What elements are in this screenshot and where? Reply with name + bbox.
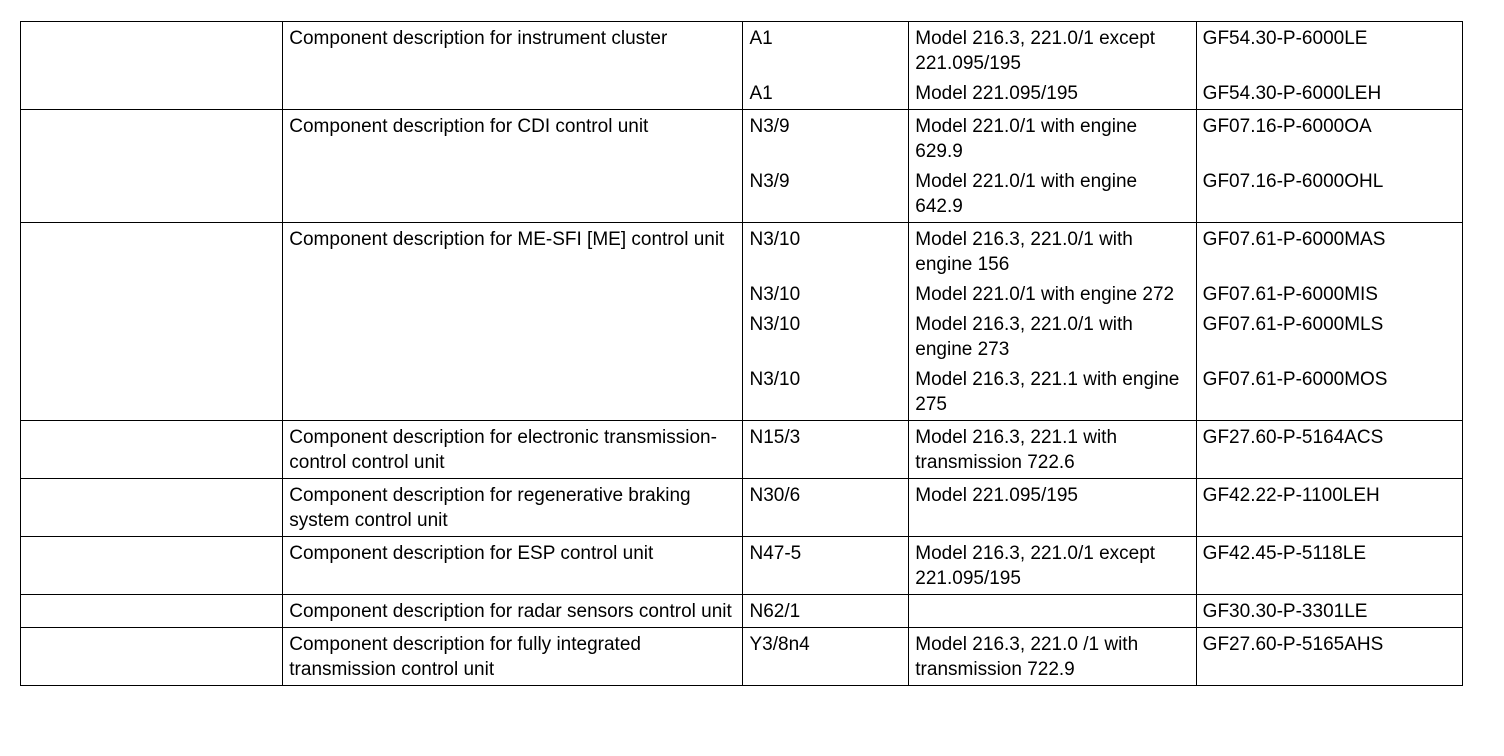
document-number: GF54.30-P-6000LEH [1202,83,1382,104]
table-row [21,22,1463,80]
blank-cell [21,537,283,595]
model-applicability: Model 216.3, 221.0/1 except 221.095/195 [915,28,1156,74]
component-description: Component description for CDI control unit [289,116,649,137]
document-number: GF27.60-P-5165AHS [1202,634,1384,655]
document-number: GF42.45-P-5118LE [1202,543,1367,564]
component-code: N3/10 [749,284,801,305]
model-applicability: Model 216.3, 221.1 with engine 275 [915,369,1180,415]
component-code-cell [743,223,909,281]
document-number: GF07.16-P-6000OA [1202,116,1372,137]
document-number: GF54.30-P-6000LE [1202,28,1368,49]
component-code: N3/10 [749,229,801,250]
table-row [21,479,1463,537]
component-description: Component description for regenerative braking system control unit [289,485,691,531]
component-description-cell [283,223,743,421]
component-code-cell [743,280,909,310]
document-number-cell [1196,595,1462,628]
blank-cell [21,628,283,686]
document-number: GF07.61-P-6000MLS [1202,314,1384,335]
model-applicability: Model 216.3, 221.1 with transmission 722.6 [915,427,1118,473]
component-code-cell [743,310,909,365]
model-applicability-cell [909,421,1196,479]
blank-cell [21,421,283,479]
blank-cell [21,22,283,110]
component-description-cell [283,479,743,537]
model-applicability: Model 221.095/195 [915,485,1078,506]
component-code: N3/10 [749,314,801,335]
model-applicability-cell [909,167,1196,223]
document-number: GF30.30-P-3301LE [1202,601,1368,622]
document-number-cell [1196,110,1462,168]
document-number: GF27.60-P-5164ACS [1202,427,1384,448]
component-description: Component description for ESP control unit [289,543,654,564]
model-applicability: Model 221.0/1 with engine 272 [915,284,1175,305]
model-applicability: Model 221.0/1 with engine 629.9 [915,116,1138,162]
model-applicability-cell [909,310,1196,365]
document-number-cell [1196,22,1462,80]
model-applicability: Model 216.3, 221.0/1 with engine 273 [915,314,1133,360]
table-row [21,421,1463,479]
document-number-cell [1196,79,1462,110]
document-number-cell [1196,310,1462,365]
component-description: Component description for electronic transmission-control control unit [289,427,717,473]
component-code: N3/9 [749,171,790,192]
component-description-cell [283,421,743,479]
document-number: GF42.22-P-1100LEH [1202,485,1380,506]
document-number-cell [1196,167,1462,223]
model-applicability-cell [909,280,1196,310]
blank-cell [21,223,283,421]
model-applicability-cell [909,365,1196,421]
component-code-cell [743,628,909,686]
component-description-cell [283,537,743,595]
component-code: N3/9 [749,116,790,137]
component-code: N47-5 [749,543,802,564]
component-code-cell [743,537,909,595]
blank-cell [21,110,283,223]
component-code-cell [743,595,909,628]
component-description: Component description for instrument cluster [289,28,668,49]
document-number-cell [1196,628,1462,686]
component-code: N62/1 [749,601,801,622]
model-applicability-cell [909,595,1196,628]
table-body [21,22,1463,686]
component-description-cell [283,110,743,223]
component-code-cell [743,22,909,80]
model-applicability: Model 216.3, 221.0 /1 with transmission 722.9 [915,634,1139,680]
component-code-cell [743,365,909,421]
component-description: Component description for ME-SFI [ME] control unit [289,229,725,250]
model-applicability-cell [909,110,1196,168]
model-applicability: Model 216.3, 221.0/1 except 221.095/195 [915,543,1156,589]
component-description: Component description for fully integrated transmission control unit [289,634,641,680]
component-code-cell [743,167,909,223]
model-applicability-cell [909,223,1196,281]
document-number-cell [1196,280,1462,310]
document-number-cell [1196,421,1462,479]
document-number-cell [1196,365,1462,421]
model-applicability-cell [909,79,1196,110]
component-description: Component description for radar sensors control unit [289,601,732,622]
component-code: A1 [749,83,773,104]
component-description-cell [283,22,743,110]
table-row [21,110,1463,168]
model-applicability: Model 216.3, 221.0/1 with engine 156 [915,229,1133,275]
component-code: A1 [749,28,773,49]
document-number-cell [1196,479,1462,537]
component-description-table [20,21,1463,686]
blank-cell [21,479,283,537]
component-code: Y3/8n4 [749,634,810,655]
model-applicability: Model 221.0/1 with engine 642.9 [915,171,1138,217]
table-row [21,595,1463,628]
document-number-cell [1196,223,1462,281]
component-code-cell [743,110,909,168]
component-description-cell [283,595,743,628]
model-applicability-cell [909,628,1196,686]
component-code-cell [743,421,909,479]
document-number-cell [1196,537,1462,595]
model-applicability-cell [909,22,1196,80]
model-applicability-cell [909,479,1196,537]
component-code: N30/6 [749,485,801,506]
table-row [21,537,1463,595]
document-number: GF07.16-P-6000OHL [1202,171,1384,192]
table-row [21,628,1463,686]
component-code-cell [743,479,909,537]
blank-cell [21,595,283,628]
component-code: N3/10 [749,369,801,390]
document-number: GF07.61-P-6000MAS [1202,229,1386,250]
document-number: GF07.61-P-6000MIS [1202,284,1378,305]
model-applicability-cell [909,537,1196,595]
model-applicability: Model 221.095/195 [915,83,1078,104]
table-row [21,223,1463,281]
document-number: GF07.61-P-6000MOS [1202,369,1388,390]
component-code: N15/3 [749,427,801,448]
component-description-cell [283,628,743,686]
component-code-cell [743,79,909,110]
